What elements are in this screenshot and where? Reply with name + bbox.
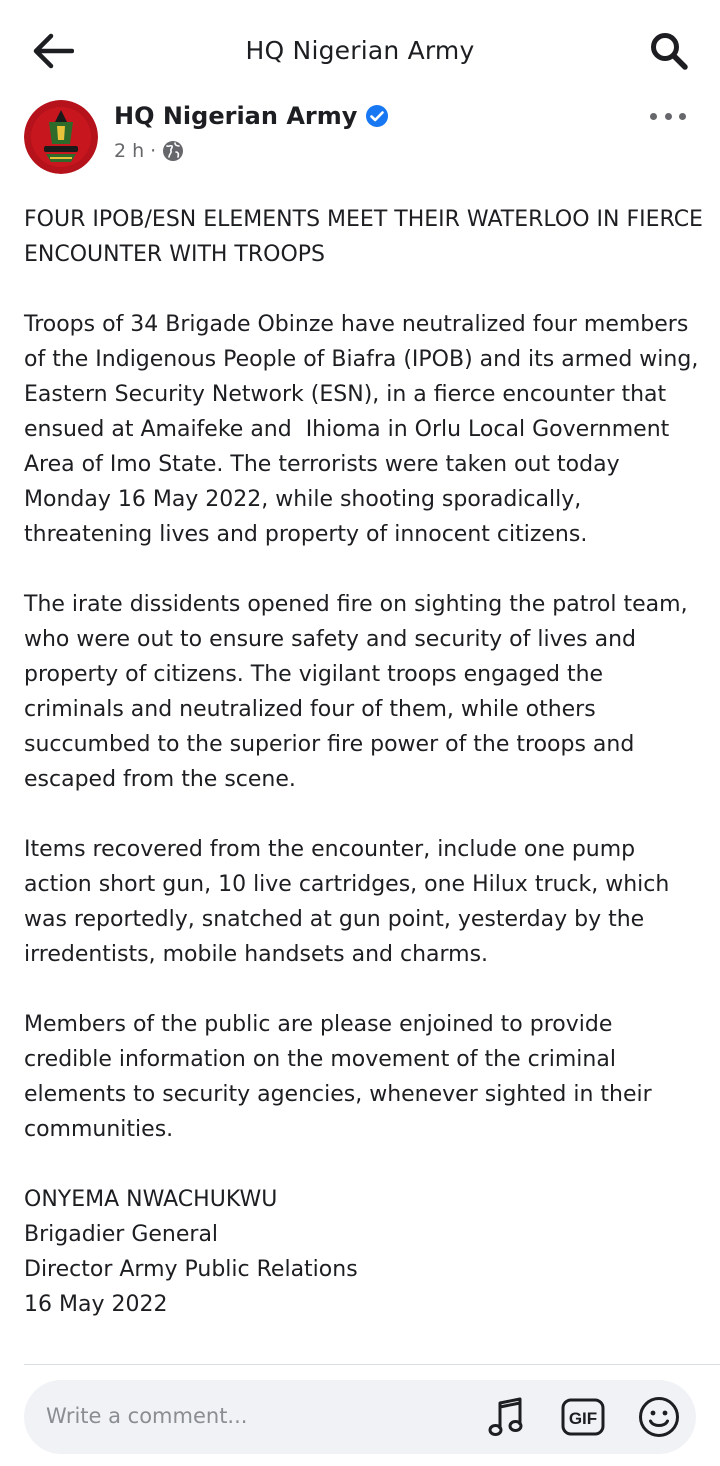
search-button[interactable] [646, 28, 692, 74]
gif-icon [561, 1398, 605, 1436]
more-options-button[interactable] [650, 106, 686, 126]
music-button[interactable] [484, 1394, 530, 1440]
post-time[interactable]: 2 h [114, 140, 145, 162]
more-dots-icon [650, 113, 657, 120]
post-text [24, 202, 710, 1322]
comment-composer [24, 1380, 696, 1454]
post-author[interactable] [114, 102, 389, 130]
search-icon [649, 31, 689, 71]
signature-office: Director Army Public Relations [24, 1257, 358, 1282]
post-paragraph: Members of the public are please enjoined to provide credible information on the movement of the criminal elements to security agencies, whenever sighted in their communities. [24, 1012, 659, 1142]
meta-separator: · [150, 140, 157, 162]
avatar[interactable] [24, 100, 98, 174]
page-title: HQ Nigerian Army [245, 36, 475, 65]
divider [24, 1364, 720, 1365]
globe-icon [162, 140, 184, 162]
army-crest-logo [24, 100, 98, 174]
post-meta [114, 140, 184, 162]
signature-date: 16 May 2022 [24, 1292, 168, 1317]
signature-rank: Brigadier General [24, 1222, 219, 1247]
gif-label: GIF [568, 1409, 598, 1428]
comment-input[interactable] [46, 1398, 466, 1434]
gif-button[interactable] [560, 1394, 606, 1440]
author-name[interactable]: HQ Nigerian Army [114, 102, 358, 130]
verified-badge-icon [365, 104, 389, 128]
smiley-icon [638, 1396, 680, 1438]
post-paragraph: Items recovered from the encounter, include one pump action short gun, 10 live cartridges, one Hilux truck, which was reportedly, snatched at gun point, yesterday by the irredentists, mobile handsets and charms. [24, 837, 677, 967]
music-note-icon [487, 1395, 527, 1439]
top-app-bar [0, 0, 720, 100]
post-paragraph: Troops of 34 Brigade Obinze have neutralized four members of the Indigenous People of Biafra (IPOB) and its armed wing, Eastern Security Network (ESN), in a fierce encounter that ensued at Amaifeke and Ihioma in Orlu Local Government Area of Imo State. The terrorists were taken out today Monday 16 May 2022, while shooting sporadically, threatening lives and property of innocent citizens. [24, 312, 706, 547]
emoji-button[interactable] [636, 1394, 682, 1440]
signature-name: ONYEMA NWACHUKWU [24, 1187, 278, 1212]
post-header [0, 98, 720, 178]
signature-block [24, 1182, 704, 1322]
post-paragraph: The irate dissidents opened fire on sighting the patrol team, who were out to ensure safety and security of lives and property of citizens. The vigilant troops engaged the criminals and neutralized four of them, while others succumbed to the superior fire power of the troops and escaped from the scene. [24, 592, 695, 792]
post-headline: FOUR IPOB/ESN ELEMENTS MEET THEIR WATERLOO IN FIERCE ENCOUNTER WITH TROOPS [24, 207, 710, 267]
